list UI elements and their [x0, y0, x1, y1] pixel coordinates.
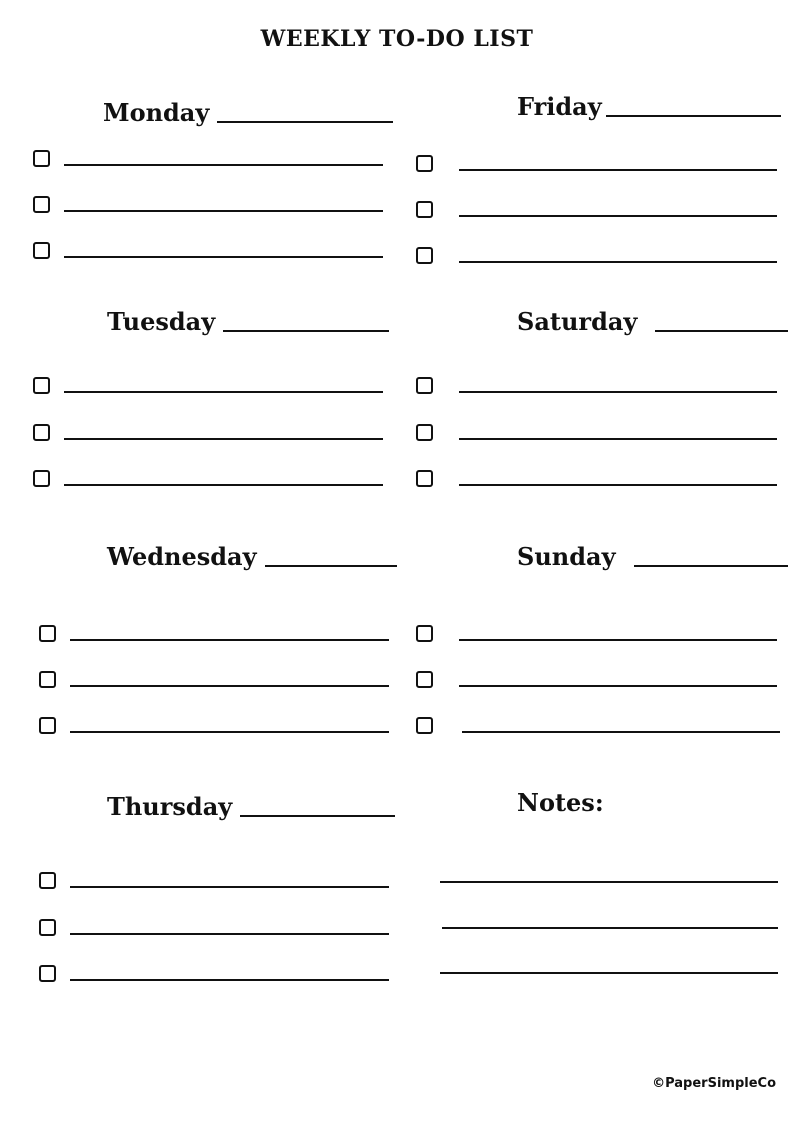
checkbox[interactable]: [39, 965, 56, 982]
checkbox[interactable]: [33, 470, 50, 487]
wednesday-task-3: [39, 717, 391, 739]
tuesday-task-1: [33, 377, 385, 399]
saturday-label: Saturday: [517, 307, 638, 336]
wednesday-task-1: [39, 625, 391, 647]
monday-task-3: [33, 242, 385, 264]
notes-line-2[interactable]: [442, 927, 778, 929]
thursday-task-1: [39, 872, 391, 894]
checkbox[interactable]: [416, 155, 433, 172]
wednesday-date-line[interactable]: [265, 565, 397, 567]
checkbox[interactable]: [39, 671, 56, 688]
task-line[interactable]: [459, 215, 777, 217]
checkbox[interactable]: [416, 247, 433, 264]
checkbox[interactable]: [33, 196, 50, 213]
sunday-task-1: [416, 625, 778, 647]
checkbox[interactable]: [416, 201, 433, 218]
task-line[interactable]: [70, 685, 389, 687]
checkbox[interactable]: [39, 919, 56, 936]
task-line[interactable]: [459, 685, 777, 687]
sunday-task-2: [416, 671, 778, 693]
task-line[interactable]: [459, 261, 777, 263]
checkbox[interactable]: [416, 377, 433, 394]
wednesday-label: Wednesday: [107, 542, 257, 571]
sunday-date-line[interactable]: [634, 565, 788, 567]
tuesday-label: Tuesday: [107, 307, 216, 336]
checkbox[interactable]: [416, 625, 433, 642]
friday-label: Friday: [517, 92, 602, 121]
task-line[interactable]: [64, 164, 383, 166]
notes-line-3[interactable]: [440, 972, 778, 974]
task-line[interactable]: [70, 639, 389, 641]
checkbox[interactable]: [416, 671, 433, 688]
wednesday-task-2: [39, 671, 391, 693]
checkbox[interactable]: [416, 717, 433, 734]
task-line[interactable]: [70, 933, 389, 935]
friday-task-2: [416, 201, 778, 223]
page-title: WEEKLY TO-DO LIST: [260, 26, 534, 52]
friday-task-3: [416, 247, 778, 269]
thursday-task-2: [39, 919, 391, 941]
sunday-task-3: [416, 717, 780, 739]
task-line[interactable]: [459, 438, 777, 440]
task-line[interactable]: [64, 391, 383, 393]
checkbox[interactable]: [416, 424, 433, 441]
saturday-task-2: [416, 424, 778, 446]
task-line[interactable]: [64, 484, 383, 486]
checkbox[interactable]: [39, 872, 56, 889]
thursday-label: Thursday: [107, 792, 233, 821]
monday-task-1: [33, 150, 385, 172]
monday-task-2: [33, 196, 385, 218]
checkbox[interactable]: [416, 470, 433, 487]
checkbox[interactable]: [39, 717, 56, 734]
tuesday-task-2: [33, 424, 385, 446]
task-line[interactable]: [459, 484, 777, 486]
task-line[interactable]: [64, 210, 383, 212]
task-line[interactable]: [64, 438, 383, 440]
checkbox[interactable]: [33, 242, 50, 259]
task-line[interactable]: [70, 731, 389, 733]
sunday-label: Sunday: [517, 542, 616, 571]
monday-date-line[interactable]: [217, 121, 393, 123]
friday-task-1: [416, 155, 778, 177]
notes-line-1[interactable]: [440, 881, 778, 883]
thursday-date-line[interactable]: [240, 815, 395, 817]
checkbox[interactable]: [33, 150, 50, 167]
checkbox[interactable]: [33, 377, 50, 394]
saturday-date-line[interactable]: [655, 330, 788, 332]
checkbox[interactable]: [39, 625, 56, 642]
thursday-task-3: [39, 965, 391, 987]
task-line[interactable]: [64, 256, 383, 258]
tuesday-task-3: [33, 470, 385, 492]
checkbox[interactable]: [33, 424, 50, 441]
task-line[interactable]: [70, 886, 389, 888]
friday-date-line[interactable]: [606, 115, 781, 117]
monday-label: Monday: [103, 98, 210, 127]
saturday-task-1: [416, 377, 778, 399]
tuesday-date-line[interactable]: [223, 330, 389, 332]
task-line[interactable]: [459, 639, 777, 641]
saturday-task-3: [416, 470, 778, 492]
task-line[interactable]: [70, 979, 389, 981]
task-line[interactable]: [459, 169, 777, 171]
notes-label: Notes:: [517, 788, 604, 817]
task-line[interactable]: [459, 391, 777, 393]
copyright-footer: ©PaperSimpleCo: [652, 1076, 776, 1091]
task-line[interactable]: [462, 731, 780, 733]
